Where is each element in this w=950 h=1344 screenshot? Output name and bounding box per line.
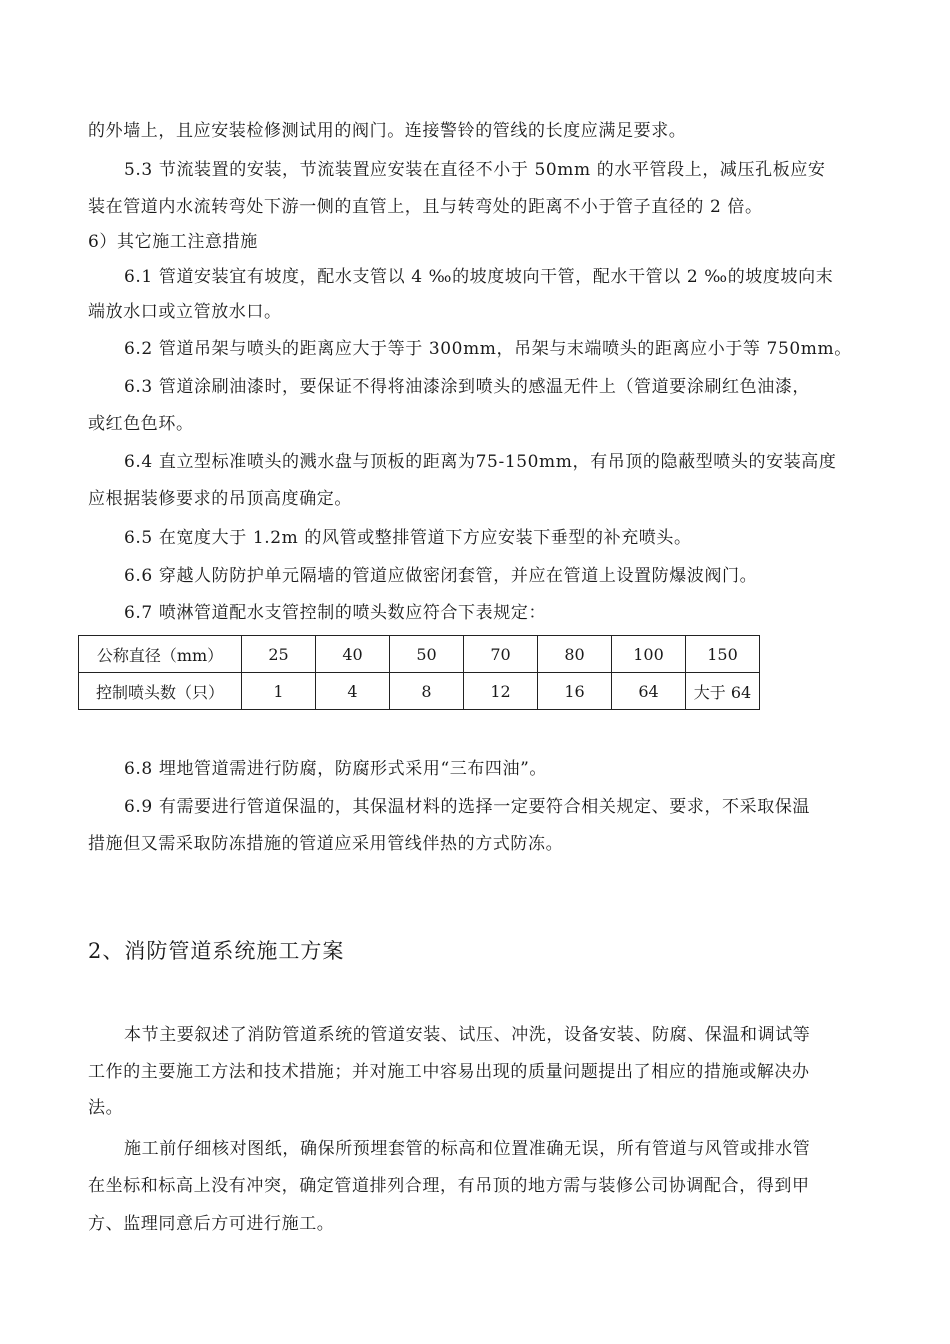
- table-cell: 40: [316, 636, 390, 673]
- table-cell: 大于 64: [686, 673, 760, 710]
- table-cell: 100: [612, 636, 686, 673]
- text-line: 措施但又需采取防冻措施的管道应采用管线伴热的方式防冻。: [88, 834, 564, 854]
- section-heading: 2、消防管道系统施工方案: [88, 939, 345, 963]
- table-cell-label: 控制喷头数（只）: [79, 673, 242, 710]
- text-line: 方、监理同意后方可进行施工。: [88, 1214, 335, 1234]
- text-line: 法。: [88, 1098, 124, 1118]
- table-cell: 1: [242, 673, 316, 710]
- table-cell: 12: [464, 673, 538, 710]
- table-cell: 25: [242, 636, 316, 673]
- text-line: 6.4 直立型标准喷头的溅水盘与顶板的距离为75-150mm，有吊顶的隐蔽型喷头的安装高度: [124, 452, 837, 472]
- nozzle-count-table: [78, 635, 760, 710]
- text-line: 端放水口或立管放水口。: [88, 302, 282, 322]
- text-line: 6.6 穿越人防防护单元隔墙的管道应做密闭套管，并应在管道上设置防爆波阀门。: [124, 566, 758, 586]
- table-cell: 80: [538, 636, 612, 673]
- text-line: 施工前仔细核对图纸，确保所预埋套管的标高和位置准确无误，所有管道与风管或排水管: [124, 1139, 811, 1159]
- text-line: 6.7 喷淋管道配水支管控制的喷头数应符合下表规定：: [124, 603, 547, 623]
- text-line: 5.3 节流装置的安装，节流装置应安装在直径不小于 50mm 的水平管段上，减压孔板应安: [124, 160, 826, 180]
- text-line: 6.9 有需要进行管道保温的，其保温材料的选择一定要符合相关规定、要求，不采取保温: [124, 797, 811, 817]
- text-line: 工作的主要施工方法和技术措施；并对施工中容易出现的质量问题提出了相应的措施或解决办: [88, 1062, 810, 1082]
- table-cell-label: 公称直径（mm）: [79, 636, 242, 673]
- table-cell: 150: [686, 636, 760, 673]
- table-cell: 64: [612, 673, 686, 710]
- text-line: 的外墙上，且应安装检修测试用的阀门。连接警铃的管线的长度应满足要求。: [88, 121, 687, 141]
- text-line: 本节主要叙述了消防管道系统的管道安装、试压、冲洗，设备安装、防腐、保温和调试等: [124, 1025, 811, 1045]
- text-line: 在坐标和标高上没有冲突，确定管道排列合理，有吊顶的地方需与装修公司协调配合，得到甲: [88, 1176, 810, 1196]
- text-line: 应根据装修要求的吊顶高度确定。: [88, 489, 352, 509]
- text-line: 6.8 埋地管道需进行防腐，防腐形式采用“三布四油”。: [124, 759, 548, 779]
- text-line: 6）其它施工注意措施: [88, 232, 258, 252]
- text-line: 6.2 管道吊架与喷头的距离应大于等于 300mm，吊架与末端喷头的距离应小于等 750mm。: [124, 339, 852, 359]
- text-line: 6.5 在宽度大于 1.2m 的风管或整排管道下方应安装下垂型的补充喷头。: [124, 528, 692, 548]
- text-line: 或红色色环。: [88, 414, 194, 434]
- table-cell: 70: [464, 636, 538, 673]
- table-cell: 8: [390, 673, 464, 710]
- text-line: 6.1 管道安装宜有坡度，配水支管以 4 ‰的坡度坡向干管，配水干管以 2 ‰的坡度坡向末: [124, 267, 834, 287]
- table-cell: 50: [390, 636, 464, 673]
- table-row: [79, 636, 760, 673]
- table-cell: 16: [538, 673, 612, 710]
- table-row: [79, 673, 760, 710]
- table-cell: 4: [316, 673, 390, 710]
- text-line: 装在管道内水流转弯处下游一侧的直管上，且与转弯处的距离不小于管子直径的 2 倍。: [88, 197, 763, 217]
- text-line: 6.3 管道涂刷油漆时，要保证不得将油漆涂到喷头的感温无件上（管道要涂刷红色油漆，: [124, 377, 811, 397]
